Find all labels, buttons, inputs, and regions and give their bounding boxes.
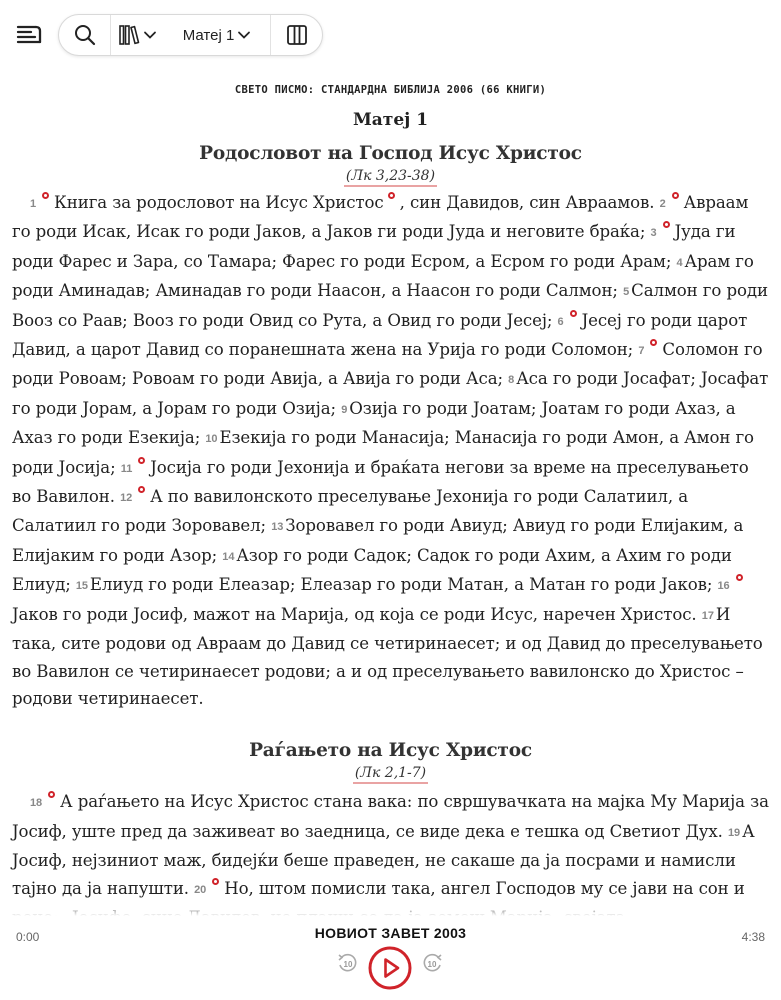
verse-number[interactable]: 8 [508,374,515,387]
verse-text: Езекија го роди Манасија; Манасија го роди Амон, а Амон го роди Јосија; [12,428,754,477]
verse-number[interactable]: 3 [650,227,657,240]
verse-text: Авраам го роди Исак, Исак го роди Јаков, а Јаков ги роди Јуда и неговите браќа; [12,193,749,242]
chapter-selector-button[interactable] [163,15,271,55]
note-circle-icon[interactable] [48,791,55,798]
verse-text: Азор го роди Садок; Садок го роди Ахим, а Ахим го роди Елиуд; [12,545,732,595]
skip-forward-button[interactable] [422,952,444,974]
verse-text: А Јосиф, нејзиниот маж, бидејќи беше праведен, не сакаше да ја посрами и намисли тајно да ја напушти. [12,821,755,898]
skip-back-10-icon [336,952,358,974]
verse-text: Зоровавел го роди Авиуд; Авиуд го роди Елијаким, а Елијаким го роди Азор; [12,516,744,565]
verse-text: Салмон го роди Вооз со Раав; Вооз го роди Овид со Рута, а Овид го роди Јесеј; [12,281,768,330]
note-circle-icon[interactable] [663,221,670,228]
search-icon [73,23,97,47]
verse-text: Јесеј го роди царот Давид, а царот Давид со поранешната жена на Урија го роди Соломон; [12,310,748,360]
skip-forward-10-icon [422,952,444,974]
verse-number[interactable]: 13 [271,521,284,534]
verse-text: Озија го роди Јоатам; Јоатам го роди Ахаз, а Ахаз го роди Езекија; [12,398,736,448]
library-books-icon [118,23,144,47]
cross-reference [0,168,781,187]
verse-text: , син Давидов, син Авраамов. [399,193,655,212]
verse-text: И така, сите родови од Авраам до Давид се четиринаесет; и од Давид до преселувањето во Вавилон се четиринаесет родови; а и од преселувањето вавилонско до Христос – родови четиринаесет. [12,604,763,708]
section-heading: Раѓањето на Исус Христос [249,740,532,762]
verse-number[interactable]: 10 [205,433,218,446]
note-circle-icon[interactable] [138,486,145,493]
verse-text: Но, штом помисли така, ангел Господов му се јави на сон и [224,878,745,898]
note-circle-icon[interactable] [388,192,395,199]
verse-text: А раѓањето на Исус Христос стана вака: по свршувачката на мајка Му Марија за Јосиф, уште пред да заживеат во заедница, се виде дека е тешка од Светиот Дух. [12,792,769,841]
verse-number[interactable]: 20 [194,883,207,896]
version-selector-button[interactable] [111,15,163,55]
player-fade [0,900,781,916]
verse-number[interactable]: 19 [728,826,741,839]
version-title: СВЕТО ПИСМО: СТАНДАРДНА БИБЛИЈА 2006 (66 КНИГИ) [234,84,547,96]
play-button[interactable] [367,945,413,991]
verse-number[interactable]: 4 [676,256,683,269]
verse-number[interactable]: 12 [120,492,133,505]
cross-reference [0,765,781,784]
audio-player [0,916,781,1000]
note-circle-icon[interactable] [138,457,145,464]
chevron-down-icon [144,30,156,40]
parallel-view-button[interactable] [271,15,322,55]
verse-number[interactable]: 5 [623,286,630,299]
cross-reference-link[interactable]: (Лк 3,23-38) [344,168,437,187]
note-circle-icon[interactable] [212,878,219,885]
audio-title: НОВИОТ ЗАВЕТ 2003 [314,925,467,941]
verse-text: А по вавилонското преселување Јехонија го роди Салатиил, а Салатиил го роди Зоровавел; [12,487,689,536]
skip-back-button[interactable] [336,952,358,974]
verse-text: Аса го роди Јосафат; Јосафат го роди Јорам, а Јорам го роди Озија; [12,369,769,418]
parallel-columns-icon [286,24,308,46]
paragraph [0,189,781,712]
verse-text: Јосија го роди Јехонија и браќата негови за време на преселувањето во Вавилон. [12,457,749,507]
skip-back-label: 10 [343,960,353,969]
verse-number[interactable]: 7 [638,345,645,358]
verse-number[interactable]: 17 [701,609,714,622]
note-circle-icon[interactable] [42,192,49,199]
verse-number[interactable]: 2 [659,198,666,210]
verse-number[interactable]: 1 [30,198,37,210]
skip-forward-label: 10 [427,960,437,969]
note-circle-icon[interactable] [570,310,577,317]
verse-text: Јаков го роди Јосиф, мажот на Марија, од која се роди Исус, наречен Христос. [12,604,697,624]
section-heading: Родословот на Господ Исус Христос [199,143,582,164]
verse-text: Соломон го роди Ровоам; Ровоам го роди Авија, а Авија го роди Аса; [12,340,763,389]
verse-number[interactable]: 15 [75,580,88,593]
chapter-title: Матеј 1 [352,110,429,130]
verse-text: Јуда ги роди Фарес и Зара, со Тамара; Фарес го роди Есром, а Есром го роди Арам; [12,222,736,271]
verse-number[interactable]: 18 [30,797,43,810]
menu-button[interactable] [14,20,44,50]
verse-number[interactable]: 14 [222,550,235,563]
menu-lines-icon [14,20,44,50]
verse-number[interactable]: 9 [341,403,348,416]
verse-number[interactable]: 11 [120,462,133,475]
note-circle-icon[interactable] [650,339,657,346]
bible-reader[interactable] [0,74,781,916]
current-time: 0:00 [16,930,40,944]
verse-number[interactable]: 16 [717,580,730,593]
total-time: 4:38 [741,930,765,944]
verse-text: Елиуд го роди Елеазар; Елеазар го роди Матан, а Матан го роди Јаков; [89,575,713,595]
verse-text: Арам го роди Аминадав; Аминадав го роди Наасон, а Наасон го роди Салмон; [12,251,754,301]
verse-text: Книга за родословот на Исус Христос [54,193,384,212]
reader-toolbar [58,14,323,56]
search-button[interactable] [59,15,111,55]
chevron-down-icon [238,30,250,40]
cross-reference-link[interactable]: (Лк 2,1-7) [353,765,428,784]
verse-number[interactable]: 6 [557,315,564,328]
note-circle-icon[interactable] [736,574,743,581]
note-circle-icon[interactable] [672,192,679,199]
play-icon [367,945,413,991]
chapter-selector-label: Матеј 1 [182,26,235,44]
